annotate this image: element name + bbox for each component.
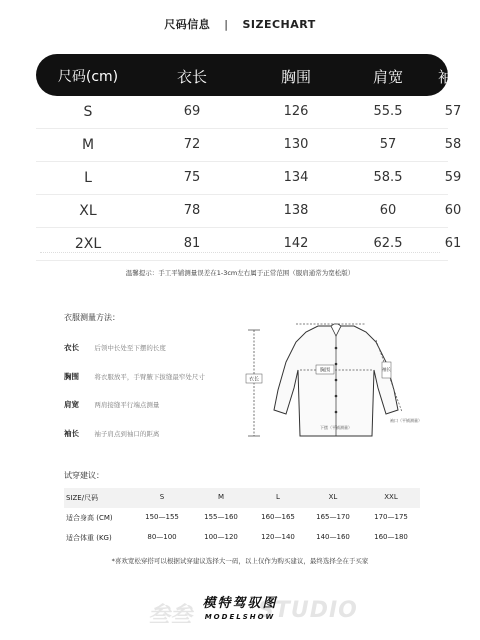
cell-length: 72 [183,137,201,152]
chest-label: 胸围 [319,367,331,374]
header-length: 衣长 [176,68,207,86]
recommendation-title: 试穿建议： [64,471,104,480]
rec-cell: 165—170 [316,513,350,521]
header-sleeve: 袖长 [437,68,468,86]
measurement-item [64,428,159,439]
cell-size: S [83,104,93,120]
cell-chest: 138 [283,203,309,218]
rec-cell: 120—140 [261,533,295,541]
cell-shoulder: 58.5 [373,170,403,185]
sleeve-label: 袖长 [382,368,391,373]
cell-size: M [81,137,95,153]
measurement-item [64,371,205,382]
measurement-key: 衣长 [64,343,79,352]
rec-cell: 适合体重 (KG) [66,534,112,542]
table-row [36,96,462,129]
cell-chest: 142 [283,236,309,251]
button [335,347,338,350]
measurement-key: 肩宽 [64,400,79,409]
rec-cell: 150—155 [145,513,179,521]
measurement-item [64,399,159,410]
button [335,395,338,398]
cell-size: L [84,170,92,186]
rec-cell: 适合身高 (CM) [66,514,113,522]
measurement-desc: 袖子肩点到袖口的距离 [94,430,160,438]
rec-cell: 160—180 [374,533,408,541]
header-shoulder: 肩宽 [372,68,403,86]
cell-sleeve: 60 [444,203,462,218]
rec-cell: 170—175 [374,513,408,521]
rec-cell: 160—165 [261,513,295,521]
page-title [0,16,480,32]
button [335,379,338,382]
cell-shoulder: 62.5 [373,236,403,251]
measurement-key: 胸围 [64,372,79,381]
cell-chest: 126 [283,104,309,119]
cell-sleeve: 58 [444,137,462,152]
title-en: SIZECHART [242,18,316,31]
table-row [36,129,462,162]
brand-logo [0,592,480,621]
size-table-header [36,54,468,96]
length-label: 衣长 [248,376,260,383]
rec-header: SIZE/尺码 [66,494,99,502]
cell-sleeve: 59 [444,170,462,185]
measurement-item [64,342,166,353]
rec-cell: 100—120 [204,533,238,541]
table-row [64,528,420,548]
rec-header: M [217,493,225,501]
button [335,363,338,366]
watermark-left: 叁叁 [148,603,193,628]
divider [40,252,440,253]
table-row [64,508,420,528]
brand-name-en: MODELSHOW [204,613,276,621]
cell-shoulder: 57 [379,137,397,152]
cell-length: 78 [183,203,201,218]
size-table-body [36,96,462,261]
measurement-title: 衣服测量方法： [64,313,120,322]
title-separator: | [224,18,229,31]
cell-size: XL [79,203,97,219]
title-cn: 尺码信息 [164,18,211,31]
hem-note: 下摆（平铺测量） [320,425,352,430]
cell-shoulder: 60 [379,203,397,218]
cell-shoulder: 55.5 [373,104,403,119]
recommendation-note: *喜欢宽松穿搭可以根据试穿建议选择大一码，以上仅作为购买建议，最终选择全在于买家 [111,557,369,565]
brand-name-cn: 模特驾驭图 [202,596,278,611]
shirt-diagram [236,318,436,440]
rec-header: L [276,493,280,501]
table-row [64,488,420,508]
rec-header: XXL [384,493,398,501]
cell-length: 81 [183,236,201,251]
rec-header: XL [328,493,338,501]
cell-chest: 130 [283,137,309,152]
recommendation-table [64,488,420,548]
cell-length: 69 [183,104,201,119]
table-row [36,228,462,261]
rec-cell: 155—160 [204,513,238,521]
rec-cell: 80—100 [147,533,177,541]
table-row [36,162,462,195]
header-chest: 胸围 [280,68,311,86]
measurement-desc: 两肩接缝平行端点测量 [94,401,160,409]
cell-sleeve: 57 [444,104,462,119]
measurement-tip: 温馨提示：手工平铺测量误差在1-3cm左右属于正常范围（服肩通常为宽松版） [125,269,355,277]
rec-header: S [159,493,165,501]
cell-chest: 134 [283,170,309,185]
measurement-desc: 将衣服放平，手臂腋下拔缝最窄处尺寸 [94,373,205,381]
measurement-desc: 后领中长处至下摆的长度 [94,344,166,352]
measurement-key: 袖长 [64,429,79,438]
button [335,411,338,414]
cell-length: 75 [183,170,201,185]
cell-size: 2XL [74,236,102,252]
cell-sleeve: 61 [444,236,462,251]
watermark-right: STUDIO [258,598,358,623]
rec-cell: 140—160 [316,533,350,541]
header-size: 尺码(cm) [57,69,119,85]
table-row [36,195,462,228]
cuff-note: 袖口（平铺测量） [390,418,422,423]
